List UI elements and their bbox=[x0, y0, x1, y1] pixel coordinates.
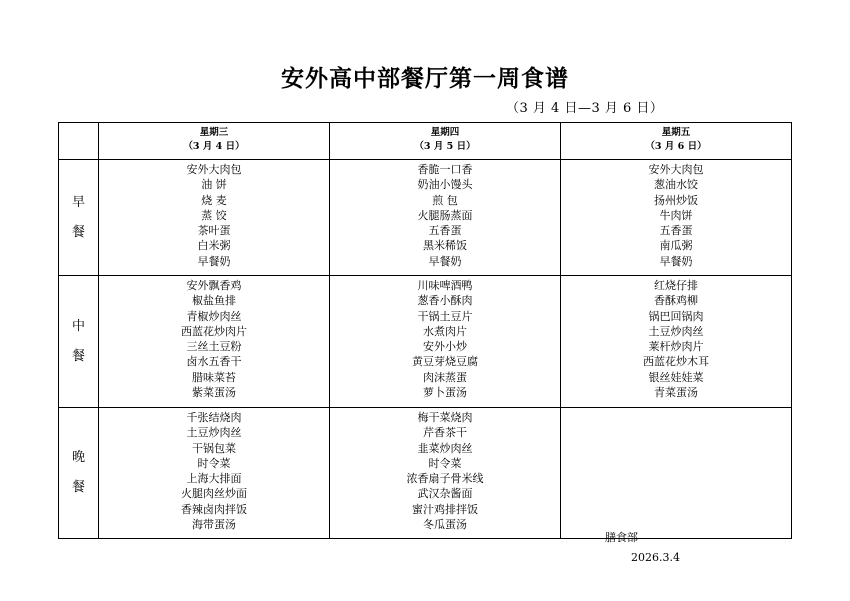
dish-item: 牛肉饼 bbox=[659, 208, 693, 222]
menu-cell bbox=[330, 408, 561, 539]
menu-cell bbox=[561, 160, 792, 276]
meal-label-bottom: 餐 bbox=[71, 480, 85, 495]
dish-item: 火腿肉丝炒面 bbox=[181, 487, 247, 501]
menu-cell bbox=[330, 160, 561, 276]
dish-item: 土豆炒肉丝 bbox=[648, 324, 704, 338]
dish-item: 韭菜炒肉丝 bbox=[417, 441, 473, 455]
dish-item: 香脆一口香 bbox=[417, 163, 473, 176]
dish-item: 干锅土豆片 bbox=[417, 309, 473, 323]
dish-item: 腊味菜苔 bbox=[192, 370, 236, 384]
dish-item: 肉沫蒸蛋 bbox=[423, 370, 467, 384]
meal-label-cell bbox=[59, 276, 99, 408]
menu-cell bbox=[330, 276, 561, 408]
dish-item: 烧 麦 bbox=[201, 193, 227, 207]
menu-cell bbox=[99, 408, 330, 539]
dish-item: 紫菜蛋汤 bbox=[192, 386, 236, 400]
dish-item: 青菜蛋汤 bbox=[654, 386, 698, 400]
dish-item: 早餐奶 bbox=[659, 254, 693, 268]
dish-item: 安外小炒 bbox=[423, 340, 467, 354]
day-header-wed bbox=[99, 123, 330, 160]
header-row bbox=[59, 123, 792, 160]
dish-item: 浓香扇子骨米线 bbox=[406, 472, 484, 486]
day-name: 星期四 bbox=[430, 127, 460, 138]
dish-item: 煎 包 bbox=[432, 193, 458, 207]
dish-item: 干锅包菜 bbox=[192, 441, 236, 455]
meal-label-cell bbox=[59, 408, 99, 539]
menu-cell bbox=[561, 276, 792, 408]
day-name: 星期三 bbox=[199, 127, 229, 138]
dish-item: 奶油小馒头 bbox=[417, 178, 473, 192]
dish-item: 梅干菜烧肉 bbox=[417, 411, 473, 424]
date-range: （3 月 4 日—3 月 6 日） bbox=[506, 101, 664, 116]
meal-row-dinner bbox=[59, 408, 792, 539]
dish-item: 五香蛋 bbox=[659, 224, 693, 238]
meal-label-top: 中 bbox=[71, 318, 85, 334]
dish-item: 五香蛋 bbox=[428, 224, 462, 238]
dish-item: 安外大肉包 bbox=[648, 163, 704, 176]
dish-item: 上海大排面 bbox=[186, 472, 242, 486]
day-date: （3 月 4 日） bbox=[183, 141, 245, 152]
dish-item: 西蓝花炒肉片 bbox=[181, 324, 247, 338]
dish-item: 锅巴回锅肉 bbox=[648, 309, 704, 323]
menu-cell bbox=[99, 160, 330, 276]
dish-item: 南瓜粥 bbox=[659, 239, 693, 253]
menu-table bbox=[58, 122, 792, 539]
day-header-thu bbox=[330, 123, 561, 160]
dish-item: 香辣卤肉拌饭 bbox=[181, 502, 247, 516]
dish-item: 时令菜 bbox=[428, 456, 462, 470]
meal-label-top: 早 bbox=[71, 194, 85, 210]
dish-item: 安外飘香鸡 bbox=[186, 279, 242, 292]
meal-row-lunch bbox=[59, 276, 792, 408]
day-name: 星期五 bbox=[661, 127, 691, 138]
dish-item: 萝卜蛋汤 bbox=[423, 386, 467, 400]
day-date: （3 月 5 日） bbox=[414, 141, 476, 152]
dish-item: 时令菜 bbox=[197, 456, 231, 470]
meal-row-breakfast bbox=[59, 160, 792, 276]
dish-item: 扬州炒饭 bbox=[654, 193, 698, 207]
dish-item: 葱油水饺 bbox=[654, 178, 698, 192]
dish-item: 莱杆炒肉片 bbox=[648, 340, 704, 354]
dish-item: 银丝娃娃菜 bbox=[648, 370, 704, 384]
meal-label-top: 晚 bbox=[71, 450, 85, 465]
dish-item: 安外大肉包 bbox=[186, 163, 242, 176]
dish-item: 早餐奶 bbox=[428, 254, 462, 268]
dish-item: 青椒炒肉丝 bbox=[186, 309, 242, 323]
dish-item: 早餐奶 bbox=[197, 254, 231, 268]
dish-item: 红烧仔排 bbox=[654, 279, 698, 292]
dish-item: 油 饼 bbox=[201, 178, 227, 192]
dish-item: 黄豆芽烧豆腐 bbox=[412, 355, 478, 369]
dish-item: 白米粥 bbox=[197, 239, 231, 253]
page-title: 安外高中部餐厅第一周食谱 bbox=[281, 65, 569, 92]
dish-item: 卤水五香干 bbox=[186, 355, 242, 369]
dish-item: 冬瓜蛋汤 bbox=[423, 518, 467, 532]
corner-cell bbox=[59, 123, 99, 160]
dish-item: 黑米稀饭 bbox=[423, 239, 467, 253]
dish-item: 三丝土豆粉 bbox=[186, 340, 242, 354]
dish-item: 武汉杂酱面 bbox=[417, 487, 473, 501]
dish-item: 蜜汁鸡排拌饭 bbox=[412, 502, 478, 516]
dish-item: 土豆炒肉丝 bbox=[186, 426, 242, 440]
dish-item: 蒸 饺 bbox=[201, 208, 227, 222]
footer-date: 2026.3.4 bbox=[631, 551, 680, 564]
dish-item: 千张结烧肉 bbox=[186, 411, 242, 424]
meal-label-bottom: 餐 bbox=[71, 348, 85, 364]
dish-item: 香酥鸡柳 bbox=[654, 294, 698, 308]
dish-item: 川味啤酒鸭 bbox=[417, 279, 473, 292]
dish-item: 椒盐鱼排 bbox=[192, 294, 236, 308]
day-header-fri bbox=[561, 123, 792, 160]
dish-item: 茶叶蛋 bbox=[197, 224, 231, 238]
dish-item: 海带蛋汤 bbox=[192, 518, 236, 532]
footer-department: 膳食部 bbox=[605, 531, 638, 544]
menu-cell bbox=[99, 276, 330, 408]
dish-item: 芹香茶干 bbox=[423, 426, 467, 440]
dish-item: 水煮肉片 bbox=[423, 324, 467, 338]
meal-label-cell bbox=[59, 160, 99, 276]
dish-item: 葱香小酥肉 bbox=[417, 294, 473, 308]
day-date: （3 月 6 日） bbox=[645, 141, 707, 152]
dish-item: 西蓝花炒木耳 bbox=[643, 355, 709, 369]
dish-item: 火腿肠蒸面 bbox=[417, 208, 473, 222]
meal-label-bottom: 餐 bbox=[71, 224, 85, 240]
menu-cell bbox=[561, 408, 792, 539]
